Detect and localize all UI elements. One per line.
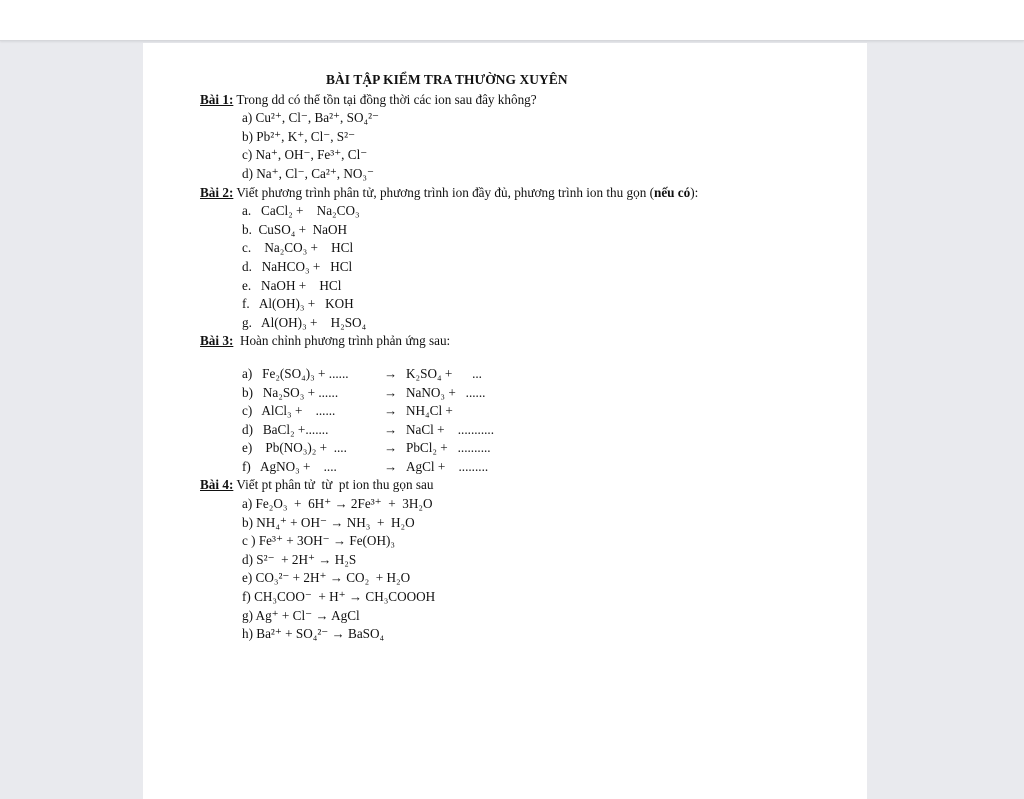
- exercise-1-item: d) Na⁺, Cl⁻, Ca²⁺, NO₃⁻: [242, 165, 374, 181]
- exercise-4-item: b) NH₄⁺ + OH⁻ → NH₃ + H₂O: [242, 514, 415, 530]
- arrow-icon: →: [384, 384, 398, 400]
- exercise-4-heading: [200, 476, 840, 495]
- reaction-right: NaCl + ...........: [406, 421, 495, 437]
- exercise-4-text: Viết pt phân tử từ pt ion thu gọn sau: [233, 477, 434, 493]
- exercise-1-item: c) Na⁺, OH⁻, Fe³⁺, Cl⁻: [242, 147, 368, 163]
- exercise-2-item: d. NaHCO₃ + HCl: [242, 258, 353, 274]
- exercise-2-item: a. CaCl₂ + Na₂CO₃: [242, 203, 360, 219]
- exercise-4-item: f) CH₃COO⁻ + H⁺ → CH₃COOOH: [242, 589, 436, 605]
- reaction-right: NH₄Cl +: [406, 403, 453, 419]
- exercise-3-text: Hoàn chỉnh phương trình phản ứng sau:: [233, 333, 451, 349]
- exercise-3-item: [200, 458, 840, 477]
- document-content: [200, 71, 840, 644]
- reaction-left: c) AlCl₃ + ......: [242, 403, 336, 419]
- exercise-2-heading: [200, 184, 840, 203]
- exercise-3-item: [200, 439, 840, 458]
- exercise-3-item: [200, 402, 840, 421]
- arrow-icon: →: [384, 458, 398, 474]
- reaction-right: NaNO₃ + ......: [406, 384, 486, 400]
- reaction-left: f) AgNO₃ + ....: [242, 458, 337, 474]
- viewer-toolbar: [0, 0, 1024, 41]
- exercise-2-item: f. Al(OH)₃ + KOH: [242, 296, 354, 312]
- document-title: BÀI TẬP KIỂM TRA THƯỜNG XUYÊN: [326, 72, 568, 87]
- reaction-left: a) Fe₂(SO₄)₃ + ......: [242, 365, 349, 381]
- arrow-icon: →: [384, 421, 398, 437]
- arrow-icon: →: [384, 365, 398, 381]
- reaction-right: AgCl + .........: [406, 458, 489, 474]
- exercise-4-item: d) S²⁻ + 2H⁺ → H₂S: [242, 551, 357, 567]
- exercise-4-item: g) Ag⁺ + Cl⁻ → AgCl: [242, 607, 360, 623]
- exercise-2-item: e. NaOH + HCl: [242, 277, 342, 293]
- reaction-left: e) Pb(NO₃)₂ + ....: [242, 440, 347, 456]
- exercise-1-item: b) Pb²⁺, K⁺, Cl⁻, S²⁻: [242, 128, 356, 144]
- reaction-right: K₂SO₄ + ...: [406, 365, 482, 381]
- exercise-2-item: g. Al(OH)₃ + H₂SO₄: [242, 314, 367, 330]
- exercise-1-heading: [200, 91, 840, 110]
- exercise-4-item: h) Ba²⁺ + SO₄²⁻ → BaSO₄: [242, 626, 385, 642]
- exercise-4-item: c ) Fe³⁺ + 3OH⁻ → Fe(OH)₃: [242, 533, 395, 549]
- exercise-2-item: b. CuSO₄ + NaOH: [242, 221, 348, 237]
- exercise-2-bold-text: nếu có: [653, 184, 691, 200]
- arrow-icon: →: [384, 440, 398, 456]
- document-page: [143, 43, 867, 799]
- exercise-2-item: c. Na₂CO₃ + HCl: [242, 240, 354, 256]
- exercise-3-item: [200, 384, 840, 403]
- exercise-3-label: Bài 3:: [200, 333, 234, 349]
- exercise-1-label: Bài 1:: [200, 91, 234, 107]
- exercise-3-item: [200, 421, 840, 440]
- exercise-2-text: Viết phương trình phân tử, phương trình ion đầy đủ, phương trình ion thu gọn (: [233, 184, 654, 200]
- reaction-right: PbCl₂ + ..........: [406, 440, 491, 456]
- exercise-4-item: e) CO₃²⁻ + 2H⁺ → CO₂ + H₂O: [242, 570, 411, 586]
- exercise-2-text-end: ):: [690, 184, 699, 200]
- exercise-3-heading: [200, 332, 840, 351]
- reaction-left: b) Na₂SO₃ + ......: [242, 384, 339, 400]
- exercise-4-label: Bài 4:: [200, 477, 234, 493]
- arrow-icon: →: [384, 403, 398, 419]
- exercise-2-label: Bài 2:: [200, 184, 234, 200]
- exercise-4-item: a) Fe₂O₃ + 6H⁺ → 2Fe³⁺ + 3H₂O: [242, 496, 433, 512]
- reaction-left: d) BaCl₂ +.......: [242, 421, 329, 437]
- spacer: [200, 351, 840, 365]
- exercise-3-item: [200, 365, 840, 384]
- exercise-1-text: Trong dd có thể tồn tại đồng thời các ion sau đây không?: [233, 91, 537, 107]
- exercise-1-item: a) Cu²⁺, Cl⁻, Ba²⁺, SO₄²⁻: [242, 110, 379, 126]
